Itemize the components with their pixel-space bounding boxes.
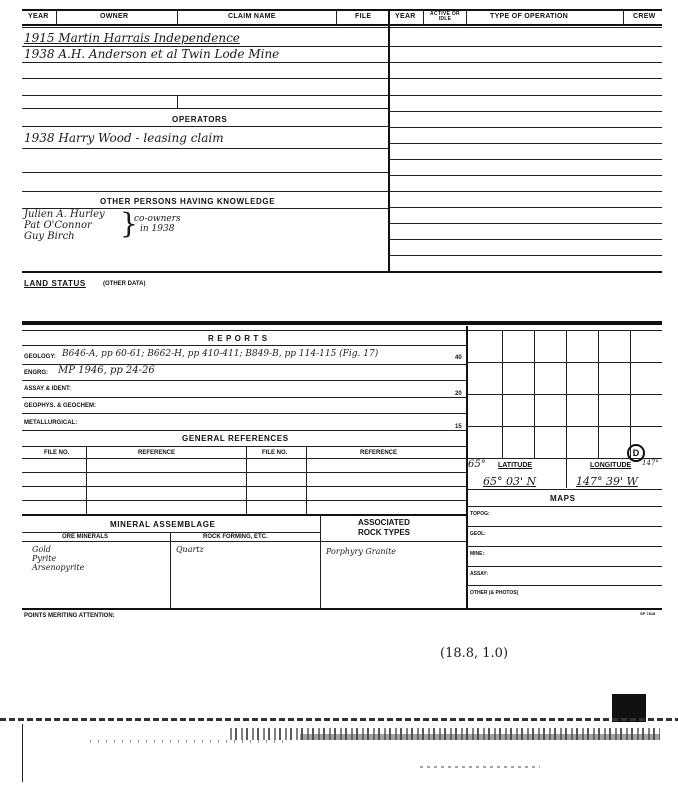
rock-forming-value: Quartz xyxy=(176,545,204,554)
maps-geol: GEOL: xyxy=(470,531,486,537)
other-persons-heading: OTHER PERSONS HAVING KNOWLEDGE xyxy=(100,197,276,206)
general-references-heading: GENERAL REFERENCES xyxy=(182,434,289,443)
header-year-2: YEAR xyxy=(395,13,416,20)
engrg-label: ENGRG: xyxy=(24,370,48,376)
col-reference-2: REFERENCE xyxy=(360,450,398,456)
maps-topog: TOPOG: xyxy=(470,511,490,517)
form-number: SP 7818 xyxy=(640,611,656,616)
ore-mineral-3: Arsenopyrite xyxy=(32,563,85,572)
mineral-assemblage-heading: MINERAL ASSEMBLAGE xyxy=(110,520,216,529)
operator-row-1: 1938 Harry Wood - leasing claim xyxy=(24,131,224,145)
maps-mine: MINE: xyxy=(470,551,485,557)
col-file-no-1: FILE NO. xyxy=(44,450,70,456)
points-meriting-attention: POINTS MERITING ATTENTION: xyxy=(24,613,115,619)
land-status-heading: LAND STATUS xyxy=(24,279,86,288)
other-persons-note-2: in 1938 xyxy=(140,224,175,234)
other-person-1: Julien A. Hurley xyxy=(24,209,105,220)
longitude-label: LONGITUDE xyxy=(590,462,632,469)
ore-mineral-1: Gold xyxy=(32,545,51,554)
maps-other: OTHER (& PHOTOS) xyxy=(470,590,519,596)
associated-rock-types-1: ASSOCIATED xyxy=(358,518,410,527)
assay-code: 20 xyxy=(455,391,462,397)
latitude-value: 65° 03' N xyxy=(483,475,537,488)
other-persons-note-1: co-owners xyxy=(134,214,181,224)
metallurgical-label: METALLURGICAL: xyxy=(24,420,78,426)
latitude-label: LATITUDE xyxy=(498,462,533,469)
longitude-value: 147° 39' W xyxy=(576,475,638,488)
header-active-idle: ACTIVE OR IDLE xyxy=(430,11,460,22)
geology-value: B646-A, pp 60-61; B662-H, pp 410-411; B849-B, pp 114-115 (Fig. 17) xyxy=(62,349,379,359)
header-claim-name: CLAIM NAME xyxy=(228,13,276,20)
other-person-2: Pat O'Connor xyxy=(24,220,92,231)
location-marker-icon: D xyxy=(627,444,645,462)
col-reference-1: REFERENCE xyxy=(138,450,176,456)
brace-mark: } xyxy=(120,207,138,240)
latitude-prefix: 65° xyxy=(468,459,486,470)
operators-heading: OPERATORS xyxy=(172,115,228,124)
rock-forming-label: ROCK FORMING, ETC. xyxy=(203,534,268,540)
other-person-3: Guy Birch xyxy=(24,231,75,242)
maps-assay: ASSAY: xyxy=(470,571,489,577)
assay-label: ASSAY & IDENT: xyxy=(24,386,72,392)
header-file: FILE xyxy=(355,13,372,20)
longitude-suffix: 147° xyxy=(642,459,659,467)
maps-heading: MAPS xyxy=(550,494,576,503)
associated-rock-types-2: ROCK TYPES xyxy=(358,528,411,537)
metallurgical-code: 15 xyxy=(455,424,462,430)
header-type-of-operation: TYPE OF OPERATION xyxy=(490,13,569,20)
geophys-label: GEOPHYS. & GEOCHEM: xyxy=(24,403,97,409)
ore-mineral-2: Pyrite xyxy=(32,554,57,563)
ore-minerals-label: ORE MINERALS xyxy=(62,534,109,540)
reports-heading: R E P O R T S xyxy=(208,334,268,343)
header-crew: CREW xyxy=(633,13,656,20)
header-owner: OWNER xyxy=(100,13,129,20)
owner-row-2: 1938 A.H. Anderson et al Twin Lode Mine xyxy=(24,47,280,61)
coordinates-note: (18.8, 1.0) xyxy=(440,646,509,661)
rock-types-value: Porphyry Granite xyxy=(326,547,397,556)
header-year: YEAR xyxy=(28,13,49,20)
owner-row-1: 1915 Martin Harrais Independence xyxy=(24,31,240,45)
engrg-value: MP 1946, pp 24-26 xyxy=(58,365,155,376)
land-status-sub: (OTHER DATA) xyxy=(103,281,146,287)
col-file-no-2: FILE NO. xyxy=(262,450,288,456)
geology-code: 40 xyxy=(455,355,462,361)
geology-label: GEOLOGY: xyxy=(24,354,56,360)
